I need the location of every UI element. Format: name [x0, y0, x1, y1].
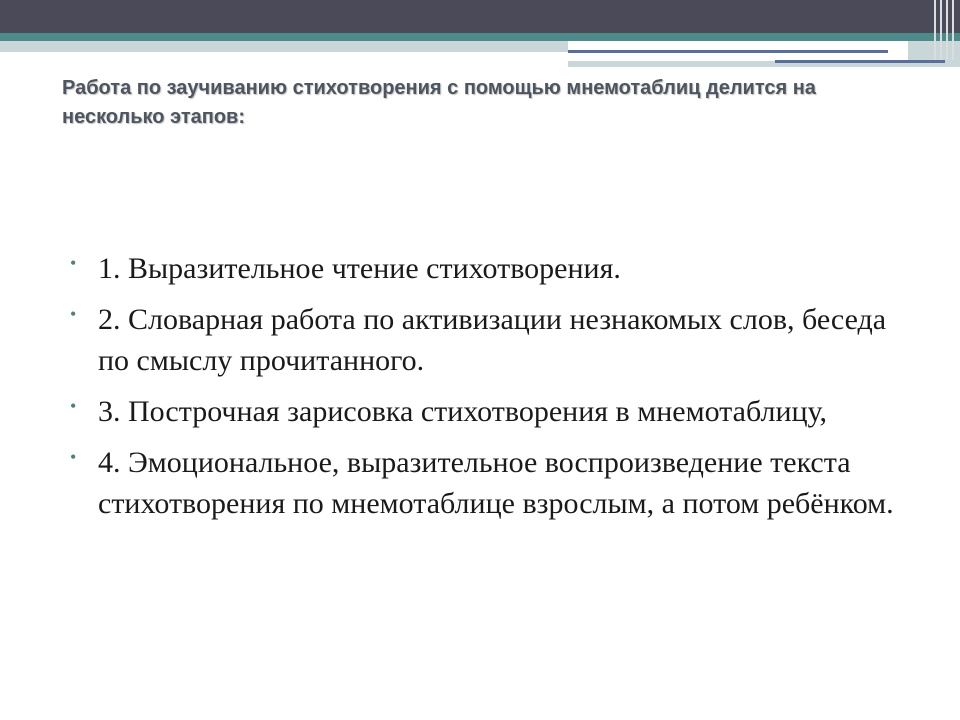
slide-title: Работа по заучиванию стихотворения с помощью мнемотаблиц делится на несколько этапов:	[62, 77, 816, 128]
decorative-rule	[568, 50, 888, 53]
bullet-icon: •	[70, 253, 77, 273]
bullet-list	[60, 248, 920, 534]
header-accent-band	[0, 33, 960, 41]
decorative-line	[952, 0, 954, 60]
bullet-icon: •	[70, 396, 77, 416]
bullet-icon: •	[70, 447, 77, 467]
decorative-line	[940, 0, 942, 60]
list-item	[60, 248, 920, 289]
list-item	[60, 299, 920, 381]
decorative-line	[934, 0, 936, 60]
decorative-line	[946, 0, 948, 60]
decorative-rule	[775, 60, 945, 63]
list-item-text: 3. Построчная зарисовка стихотворения в мнемотаблицу,	[98, 395, 828, 428]
header-band	[0, 0, 960, 33]
bullet-icon: •	[70, 304, 77, 324]
header-light-band	[0, 41, 568, 52]
list-item-text: 4. Эмоциональное, выразительное воспроизведение текста стихотворения по мнемотаблице взрослым, а потом ребёнком.	[98, 446, 894, 520]
list-item-text: 2. Словарная работа по активизации незнакомых слов, беседа по смыслу прочитанного.	[98, 303, 887, 377]
list-item	[60, 391, 920, 432]
list-item-text: 1. Выразительное чтение стихотворения.	[98, 252, 621, 285]
list-item	[60, 442, 920, 524]
